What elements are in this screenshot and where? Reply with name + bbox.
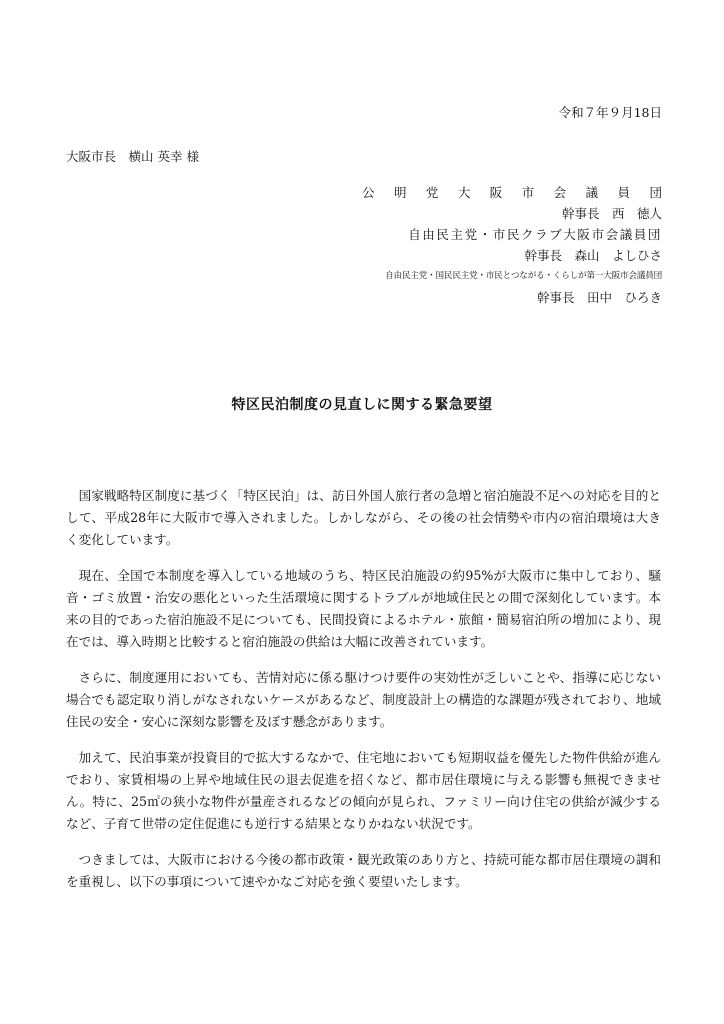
sender-org-komeito bbox=[362, 182, 662, 203]
sender-leader-komeito: 幹事長 西 徳人 bbox=[561, 206, 662, 221]
body-paragraph: さらに、制度運用においても、苦情対応に係る駆けつけ要件の実効性が乏しいことや、指導に応じない場合でも認定取り消しがなされないケースがあるなど、制度設計上の構造的な課題が残されており、地域住民の安全・安心に深刻な影響を及ぼす懸念があります。 bbox=[66, 670, 661, 729]
sender-block bbox=[362, 182, 662, 308]
org-char: 明 bbox=[393, 185, 407, 200]
sender-org-coalition: 自由民主党・国民民主党・市民とつながる・くらしが第一大阪市会議員団 bbox=[385, 271, 662, 281]
org-char: 大 bbox=[457, 185, 471, 200]
body-paragraph: 現在、全国で本制度を導入している地域のうち、特区民泊施設の約95%が大阪市に集中しており、騒音・ゴミ放置・治安の悪化といった生活環境に関するトラブルが地域住民との間で深刻化しています。本来の目的であった宿泊施設不足についても、民間投資によるホテル・旅館・簡易宿泊所の増加により、現在では、導入時期と比較すると宿泊施設の供給は大幅に改善されています。 bbox=[66, 568, 661, 649]
sender-leader-jimin: 幹事長 森山 よしひさ bbox=[524, 248, 662, 263]
body-paragraph: 国家戦略特区制度に基づく「特区民泊」は、訪日外国人旅行者の急増と宿泊施設不足への対応を目的として、平成28年に大阪市で導入されました。しかしながら、その後の社会情勢や市内の宿泊環境は大きく変化しています。 bbox=[66, 488, 661, 547]
org-char: 会 bbox=[553, 185, 567, 200]
body-paragraph: つきましては、大阪市における今後の都市政策・観光政策のあり方と、持続可能な都市居住環境の調和を重視し、以下の事項について速やかなご対応を強く要望いたします。 bbox=[66, 852, 661, 889]
sender-org-jimin: 自由民主党・市民クラブ大阪市会議員団 bbox=[408, 227, 662, 242]
addressee: 大阪市長 横山 英幸 様 bbox=[66, 149, 199, 164]
org-char: 市 bbox=[521, 185, 535, 200]
org-char: 阪 bbox=[489, 185, 503, 200]
org-char: 団 bbox=[649, 185, 662, 200]
body-paragraph: 加えて、民泊事業が投資目的で拡大するなかで、住宅地においても短期収益を優先した物件供給が進んでおり、家賃相場の上昇や地域住民の退去促進を招くなど、都市居住環境に与える影響も無視できません。特に、25㎡の狭小な物件が量産されるなどの傾向が見られ、ファミリー向け住宅の供給が減少するなど、子育て世帯の定住促進にも逆行する結果となりかねない状況です。 bbox=[66, 750, 661, 831]
org-char: 議 bbox=[585, 185, 599, 200]
document-title: 特区民泊制度の見直しに関する緊急要望 bbox=[231, 397, 493, 413]
org-char: 公 bbox=[362, 185, 375, 200]
document-date: 令和７年９月18日 bbox=[558, 105, 662, 120]
org-char: 員 bbox=[617, 185, 631, 200]
document-body bbox=[66, 485, 661, 907]
org-char: 党 bbox=[425, 185, 439, 200]
sender-leader-coalition: 幹事長 田中 ひろき bbox=[536, 290, 662, 305]
